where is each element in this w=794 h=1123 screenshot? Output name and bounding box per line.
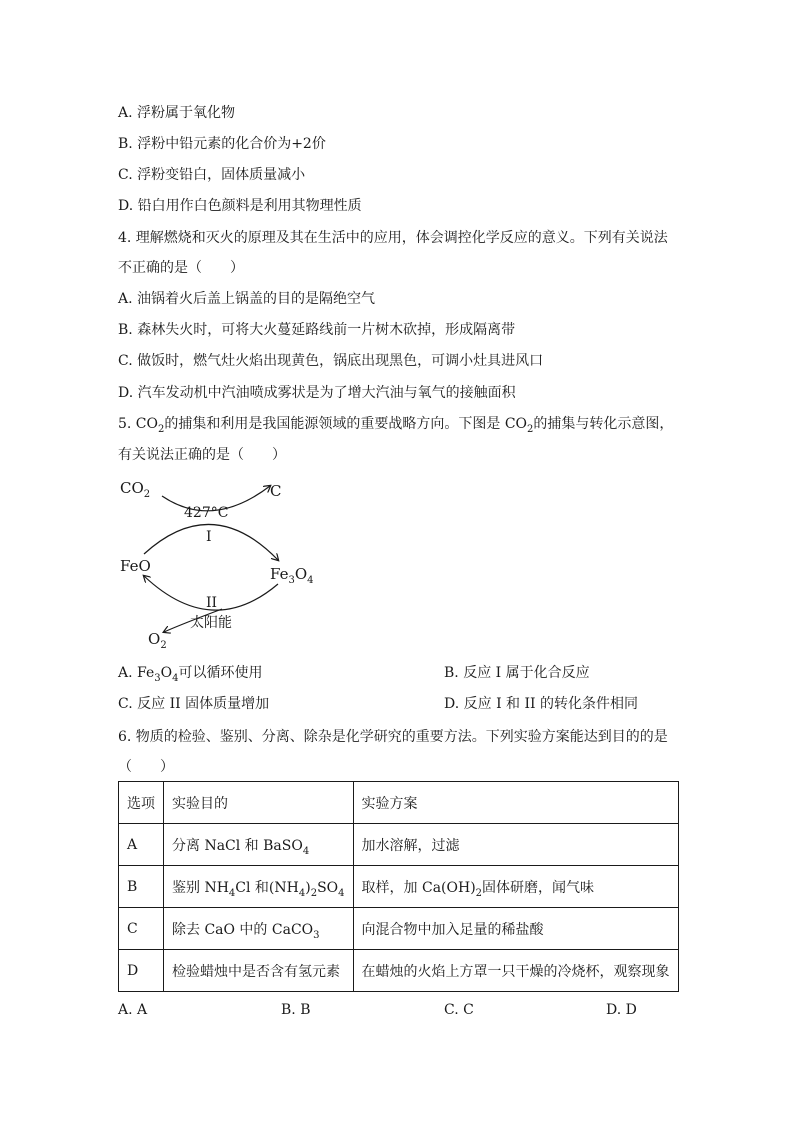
q6-stem-line1: 6. 物质的检验、鉴别、分离、除杂是化学研究的重要方法。下列实验方案能达到目的的是 [118,729,668,745]
q6-answer-a: A. A [118,1002,148,1018]
row-a-option: A [119,824,164,866]
label-reaction-2: II [206,595,218,611]
q3-option-b: B. 浮粉中铅元素的化合价为+2价 [118,136,326,152]
row-d-plan: 在蜡烛的火焰上方罩一只干燥的冷烧杯，观察现象 [353,950,678,992]
q4-stem-line2: 不正确的是（ ） [118,260,244,276]
table-header-row [119,782,679,824]
q6-answer-c: C. C [444,1002,474,1018]
row-a-goal: 分离 NaCl 和 BaSO$_4$ [164,824,354,866]
header-option: 选项 [119,782,164,824]
label-feo: FeO [120,557,151,575]
table-row [119,866,679,908]
row-b-plan: 取样，加 $Ca(OH)_2$固体研磨，闻气味 [353,866,678,908]
label-solar-energy: 太阳能 [190,615,232,631]
q5-stem-line2: 有关说法正确的是（ ） [118,447,286,463]
row-d-option: D [119,950,164,992]
q5-option-b: B. 反应 I 属于化合反应 [444,665,590,681]
row-d-goal: 检验蜡烛中是否含有氢元素 [164,950,354,992]
label-co2: $CO_2$ [120,479,151,500]
q3-option-c: C. 浮粉变铅白，固体质量减小 [118,167,306,183]
label-o2: $O_2$ [148,630,167,651]
table-row [119,950,679,992]
row-c-option: C [119,908,164,950]
q6-stem-line2: （ ） [118,759,174,775]
q6-answer-d: D. D [606,1002,637,1018]
experiment-table [118,781,679,992]
row-a-plan: 加水溶解，过滤 [353,824,678,866]
q4-option-b: B. 森林失火时，可将大火蔓延路线前一片树木砍掉，形成隔离带 [118,322,516,338]
row-b-goal: 鉴别 $NH_4Cl$ 和$(NH_4)_2SO_4$ [164,866,354,908]
q3-option-a: A. 浮粉属于氧化物 [118,105,236,121]
header-plan: 实验方案 [353,782,678,824]
row-c-goal: 除去 CaO 中的 CaCO$_3$ [164,908,354,950]
q3-option-d: D. 铅白用作白色颜料是利用其物理性质 [118,198,362,214]
row-b-option: B [119,866,164,908]
q5-stem-line1: 5. $CO_2$的捕集和利用是我国能源领域的重要战略方向。下图是 $CO_2$的捕集与转化示意图， [118,416,674,435]
header-goal: 实验目的 [164,782,354,824]
q4-stem-line1: 4. 理解燃烧和灭火的原理及其在生活中的应用，体会调控化学反应的意义。下列有关说法 [118,230,668,246]
table-row [119,908,679,950]
q5-option-c: C. 反应 II 固体质量增加 [118,696,270,712]
q6-answer-b: B. B [281,1002,311,1018]
q4-option-a: A. 油锅着火后盖上锅盖的目的是隔绝空气 [118,291,376,307]
table-row [119,824,679,866]
q4-option-c: C. 做饭时，燃气灶火焰出现黄色，锅底出现黑色，可调小灶具进风口 [118,353,544,369]
co2-capture-diagram [112,472,332,652]
q4-option-d: D. 汽车发动机中汽油喷成雾状是为了增大汽油与氧气的接触面积 [118,385,516,401]
row-c-plan: 向混合物中加入足量的稀盐酸 [353,908,678,950]
label-temperature: 427°C [184,505,229,521]
label-c: C [270,482,282,500]
label-reaction-1: I [206,529,212,545]
label-fe3o4: $Fe_3O_4$ [270,565,314,586]
q5-option-a: A. $Fe_3O_4$可以循环使用 [118,665,263,684]
q5-option-d: D. 反应 I 和 II 的转化条件相同 [444,696,639,712]
